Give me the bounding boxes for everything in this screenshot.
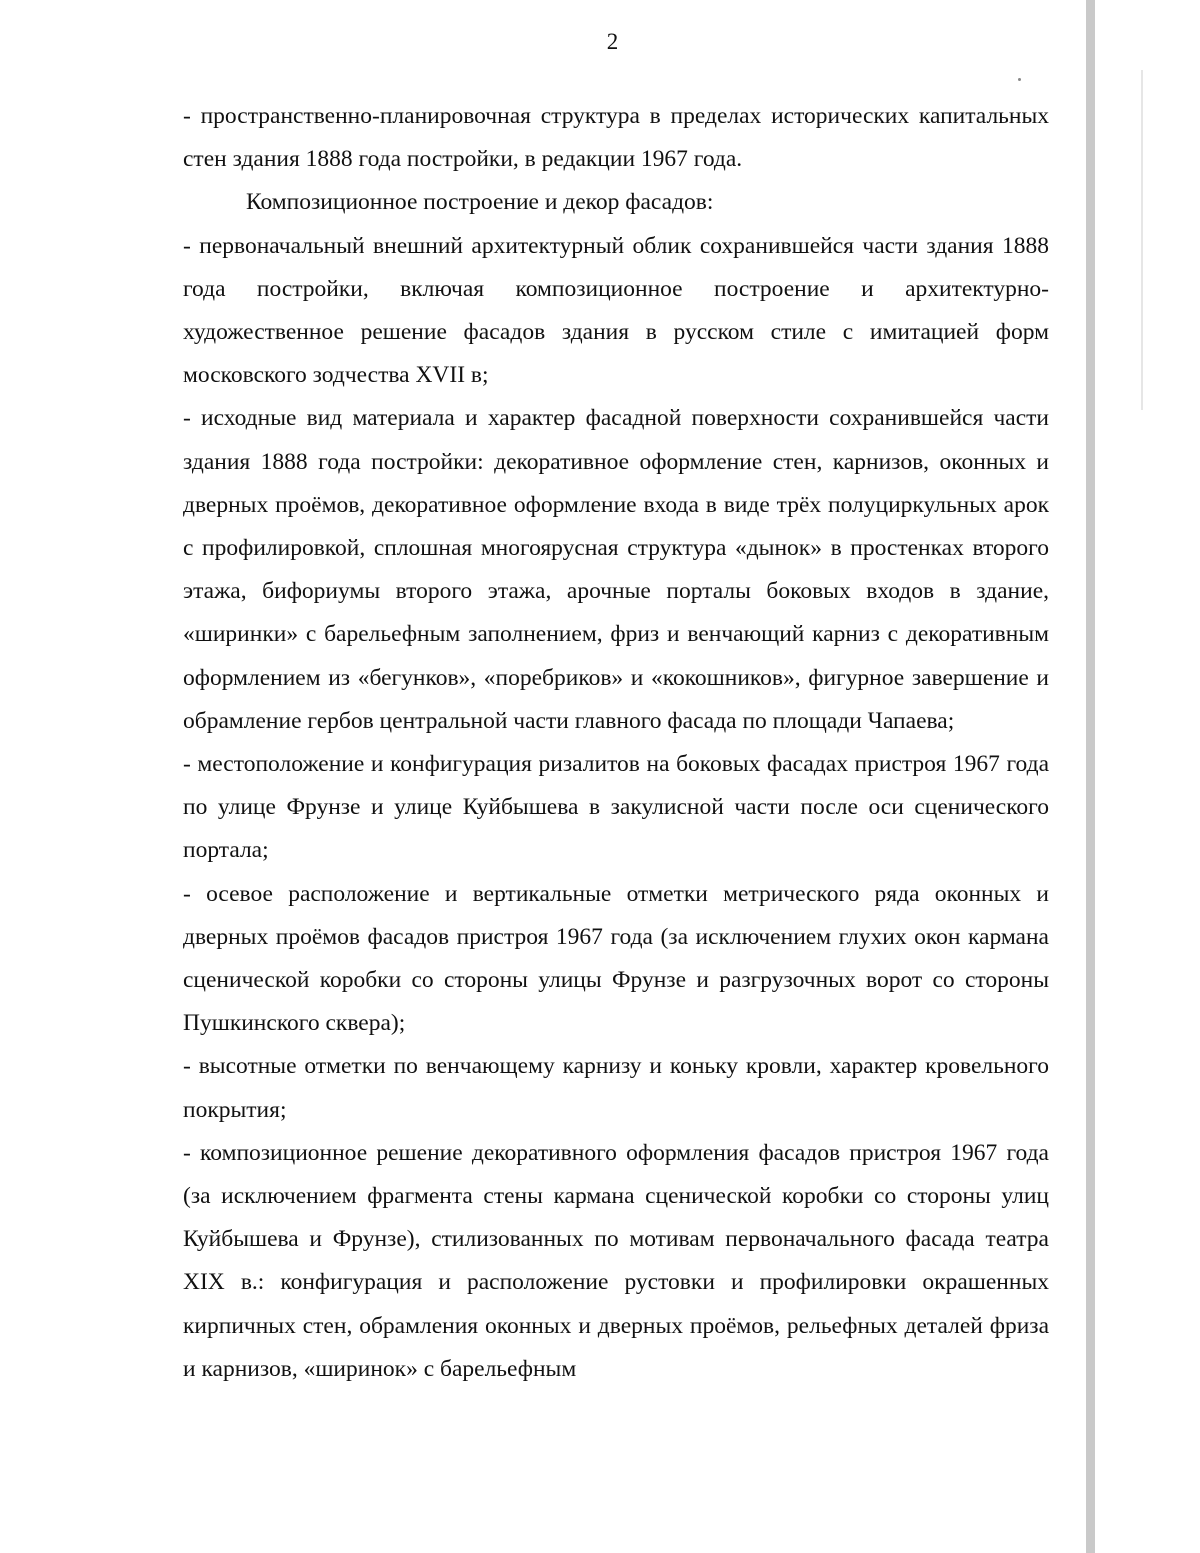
page-number: 2 bbox=[606, 29, 619, 54]
paragraph-height-marks: - высотные отметки по венчающему карнизу и коньку кровли, характер кровельного покрытия; bbox=[183, 1053, 1049, 1123]
scan-edge-shadow bbox=[1086, 0, 1095, 1553]
section-heading-facades: Композиционное построение и декор фасадов: bbox=[246, 189, 714, 216]
paragraph-risalits: - местоположение и конфигурация ризалитов на боковых фасадах пристроя 1967 года по улице Фрунзе и улице Куйбышева в закулисной части после оси сценического портала; bbox=[183, 751, 1049, 864]
paragraph-original-appearance: - первоначальный внешний архитектурный облик сохранившейся части здания 1888 года постройки, включая композиционное построение и архитектурно-художественное решение фасадов здания в русском стиле с имитацией форм московского зодчества XVII в; bbox=[183, 232, 1049, 389]
scan-edge-faint-line bbox=[1141, 70, 1143, 410]
paragraph-materials-surface: - исходные вид материала и характер фасадной поверхности сохранившейся части здания 1888 года постройки: декоративное оформление стен, карнизов, оконных и дверных проёмов, декоративное оформление входа в виде трёх полуциркульных арок с профилировкой, сплошная многоярусная структура «дынок» в простенках второго этажа, бифориумы второго этажа, арочные порталы боковых входов в здание, «ширинки» с барельефным заполнением, фриз и венчающий карниз с декоративным оформлением из «бегунков», «поребриков» и «кокошников», фигурное завершение и обрамление гербов центральной части главного фасада по площади Чапаева; bbox=[183, 405, 1049, 734]
paragraph-decorative-composition: - композиционное решение декоративного оформления фасадов пристроя 1967 года (за исключением фрагмента стены кармана сценической коробки со стороны улиц Куйбышева и Фрунзе), стилизованных по мотивам первоначального фасада театра XIX в.: конфигурация и расположение рустовки и профилировки окрашенных кирпичных стен, обрамления оконных и дверных проёмов, рельефных деталей фриза и карнизов, «ширинок» с барельефным bbox=[183, 1139, 1049, 1382]
paragraph-openings-axes: - осевое расположение и вертикальные отметки метрического ряда оконных и дверных проёмов фасадов пристроя 1967 года (за исключением глухих окон кармана сценической коробки со стороны улицы Фрунзе и разгрузочных ворот со стороны Пушкинского сквера); bbox=[183, 880, 1049, 1037]
scan-speck bbox=[1018, 78, 1021, 81]
document-body bbox=[183, 95, 1049, 1391]
paragraph-spatial-structure: - пространственно-планировочная структура в пределах исторических капитальных стен здания 1888 года постройки, в редакции 1967 года. bbox=[183, 103, 1049, 173]
